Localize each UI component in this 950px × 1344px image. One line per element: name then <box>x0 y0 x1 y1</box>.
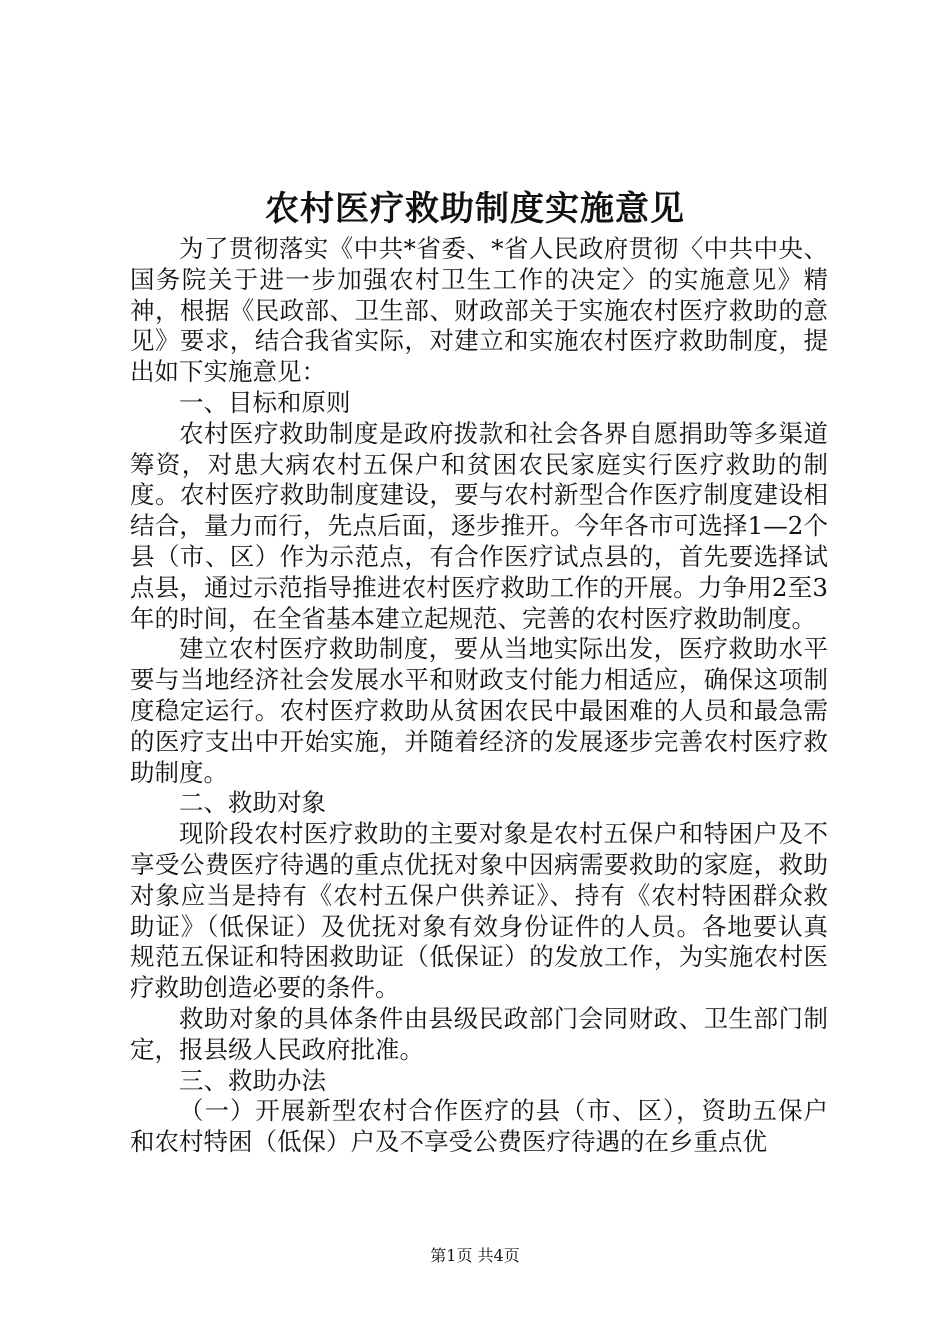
paragraph-target-conditions: 救助对象的具体条件由县级民政部门会同财政、卫生部门制定，报县级人民政府批准。 <box>130 1003 828 1064</box>
page-number: 第1页 共4页 <box>430 1246 520 1265</box>
paragraph-targets: 现阶段农村医疗救助的主要对象是农村五保户和特困户及不享受公费医疗待遇的重点优抚对象中因病需要救助的家庭，救助对象应当是持有《农村五保户供养证》、持有《农村特困群众救助证》（低保证）及优抚对象有效身份证件的人员。各地要认真规范五保证和特困救助证（低保证）的发放工作，为实施农村医疗救助创造必要的条件。 <box>130 819 828 1003</box>
paragraph-methods-1: （一）开展新型农村合作医疗的县（市、区），资助五保户和农村特困（低保）户及不享受公费医疗待遇的在乡重点优 <box>130 1096 828 1157</box>
section-heading-goals: 一、目标和原则 <box>179 387 351 417</box>
document-title: 农村医疗救助制度实施意见 <box>265 189 685 229</box>
section-heading-methods: 三、救助办法 <box>179 1065 326 1095</box>
paragraph-intro: 为了贯彻落实《中共*省委、*省人民政府贯彻〈中共中央、国务院关于进一步加强农村卫生工作的决定〉的实施意见》精神，根据《民政部、卫生部、财政部关于实施农村医疗救助的意见》要求，结合我省实际，对建立和实施农村医疗救助制度，提出如下实施意见： <box>130 234 828 387</box>
paragraph-principles: 建立农村医疗救助制度，要从当地实际出发，医疗救助水平要与当地经济社会发展水平和财政支付能力相适应，确保这项制度稳定运行。农村医疗救助从贫困农民中最困难的人员和最急需的医疗支出中开始实施，并随着经济的发展逐步完善农村医疗救助制度。 <box>130 634 828 787</box>
section-heading-targets: 二、救助对象 <box>179 788 326 818</box>
document-body <box>130 234 828 1158</box>
paragraph-goals: 农村医疗救助制度是政府拨款和社会各界自愿捐助等多渠道筹资，对患大病农村五保户和贫困农民家庭实行医疗救助的制度。农村医疗救助制度建设，要与农村新型合作医疗制度建设相结合，量力而行，先点后面，逐步推开。今年各市可选择1—2个县（市、区）作为示范点，有合作医疗试点县的，首先要选择试点县，通过示范指导推进农村医疗救助工作的开展。力争用2至3年的时间，在全省基本建立起规范、完善的农村医疗救助制度。 <box>130 418 828 633</box>
